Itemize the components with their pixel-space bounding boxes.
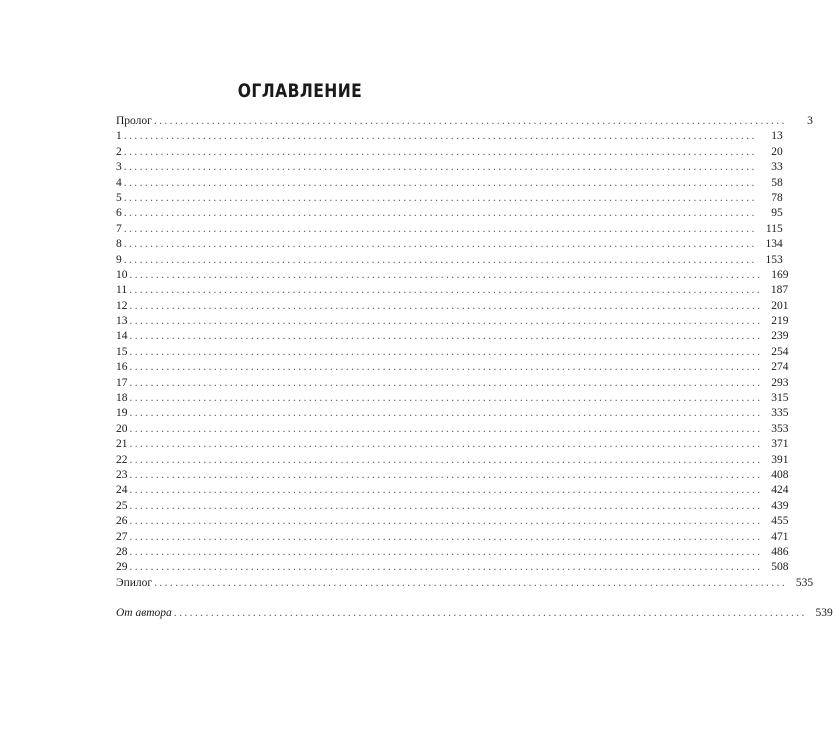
toc-entry-page: 274 [771,361,789,374]
toc-entry-page: 471 [771,530,789,543]
toc-entry-page: 535 [795,576,814,589]
toc-entry-label: 3 [116,161,122,174]
dot-leader: ........................................................................................................................ [129,468,763,481]
toc-entry[interactable] [116,376,789,391]
dot-leader: ........................................................................................................................ [129,422,763,435]
dot-leader: ........................................................................................................................ [173,607,807,620]
toc-entry-label: 24 [116,484,128,497]
toc-entry[interactable] [116,160,783,175]
toc-entry-label: 6 [116,207,122,220]
toc-entry-page: 201 [771,299,789,312]
toc-entry-page: 95 [771,207,783,220]
toc-entries [116,114,814,591]
dot-leader: ........................................................................................................................ [129,407,763,420]
dot-leader: ........................................................................................................................ [129,484,763,497]
toc-entry[interactable] [116,129,783,144]
toc-entry[interactable] [116,268,789,283]
toc-entry-label: 29 [116,561,128,574]
toc-entry[interactable] [116,514,789,529]
toc-entry-page: 58 [771,176,783,189]
dot-leader: ........................................................................................................................ [129,499,763,512]
toc-entry-label: 2 [116,145,122,158]
dot-leader: ........................................................................................................................ [129,392,763,405]
dot-leader: ........................................................................................................................ [129,330,763,343]
toc-entry-label: Пролог [116,115,152,127]
toc-entry-label: 8 [116,238,122,251]
toc-entry-page: 293 [771,376,789,389]
dot-leader: ........................................................................................................................ [154,576,788,589]
toc-entry[interactable] [116,329,789,344]
toc-entry-label: 9 [116,253,122,266]
dot-leader: ........................................................................................................................ [129,361,763,374]
toc-entry-page: 239 [771,330,789,343]
toc-entry-author-note[interactable] [116,606,833,621]
toc-entry[interactable] [116,576,814,591]
toc-entry[interactable] [116,422,789,437]
dot-leader: ........................................................................................................................ [129,545,763,558]
toc-entry-page: 391 [771,453,789,466]
toc-entry-label: 27 [116,530,128,543]
toc-entry-label: 13 [116,315,128,328]
toc-entry-page: 3 [807,115,813,127]
toc-entry[interactable] [116,299,789,314]
toc-entry-page: 169 [771,268,789,281]
dot-leader: ........................................................................................................................ [123,222,757,235]
toc-entry[interactable] [116,530,789,545]
toc-entry[interactable] [116,391,789,406]
toc-entry[interactable] [116,206,783,221]
toc-entry-label: 16 [116,361,128,374]
toc-entry[interactable] [116,468,789,483]
toc-entry-label: 5 [116,191,122,204]
toc-entry[interactable] [116,406,789,421]
toc-entry-page: 254 [771,345,789,358]
toc-entry-label: 26 [116,515,128,528]
toc-entry-page: 508 [771,561,789,574]
dot-leader: ........................................................................................................................ [123,145,757,158]
toc-entry-label: 19 [116,407,128,420]
toc-entry[interactable] [116,145,783,160]
toc-entry-page: 424 [771,484,789,497]
dot-leader: ........................................................................................................................ [129,438,763,451]
page-title: ОГЛАВЛЕНИЕ [237,80,363,102]
dot-leader: ........................................................................................................................ [129,315,763,328]
toc-entry-page: 455 [771,515,789,528]
dot-leader: ........................................................................................................................ [129,453,763,466]
toc-entry-label: 23 [116,468,128,481]
toc-entry-page: 539 [815,607,833,620]
toc-entry[interactable] [116,191,783,206]
toc-entry-label: Эпилог [116,576,153,589]
toc-entry[interactable] [116,237,783,252]
toc-entry-page: 33 [771,161,783,174]
toc-entry-page: 78 [771,191,783,204]
toc-entry[interactable] [116,453,789,468]
toc-entry-page: 219 [771,315,789,328]
toc-entry[interactable] [116,437,789,452]
toc-entry-page: 13 [771,130,783,143]
dot-leader: ........................................................................................................................ [123,176,757,189]
toc-entry[interactable] [116,314,789,329]
toc-entry[interactable] [116,545,789,560]
toc-entry-label: 17 [116,376,128,389]
dot-leader: ........................................................................................................................ [129,268,763,281]
toc-entry-label: 22 [116,453,128,466]
toc-entry-label: От автора [116,607,172,620]
dot-leader: ........................................................................................................................ [129,515,763,528]
dot-leader: ........................................................................................................................ [129,561,763,574]
dot-leader: ........................................................................................................................ [129,376,763,389]
toc-entry-page: 134 [765,238,783,251]
dot-leader: ........................................................................................................................ [123,161,757,174]
toc-entry[interactable] [116,176,783,191]
toc-entry-label: 25 [116,499,128,512]
dot-leader: ........................................................................................................................ [123,253,757,266]
toc-entry[interactable] [116,283,789,298]
toc-entry-label: 14 [116,330,128,343]
toc-entry-page: 439 [771,499,789,512]
dot-leader: ........................................................................................................................ [153,115,787,127]
dot-leader: ........................................................................................................................ [123,191,757,204]
toc-entry-page: 486 [771,545,789,558]
toc-entry-label: 20 [116,422,128,435]
table-of-contents [116,114,833,622]
dot-leader: ........................................................................................................................ [123,238,757,251]
toc-entry-label: 28 [116,545,128,558]
dot-leader: ........................................................................................................................ [123,130,757,143]
toc-entry-label: 15 [116,345,128,358]
toc-entry-label: 18 [116,392,128,405]
toc-entry-page: 408 [771,468,789,481]
dot-leader: ........................................................................................................................ [123,207,757,220]
toc-entry-label: 4 [116,176,122,189]
toc-entry-label: 21 [116,438,128,451]
toc-entry-page: 187 [770,284,789,297]
toc-entry[interactable] [116,499,789,514]
toc-entry-label: 7 [116,222,122,235]
toc-entry-label: 12 [116,299,128,312]
toc-entry[interactable] [116,114,813,129]
toc-entry-page: 371 [771,438,789,451]
dot-leader: ........................................................................................................................ [129,530,763,543]
toc-entry[interactable] [116,560,789,575]
dot-leader: ........................................................................................................................ [129,284,763,297]
toc-entry-page: 315 [771,392,789,405]
toc-entry-label: 10 [116,268,128,281]
toc-entry-page: 20 [771,145,783,158]
toc-entry[interactable] [116,483,789,498]
toc-entry[interactable] [116,345,789,360]
dot-leader: ........................................................................................................................ [129,345,763,358]
toc-entry-label: 1 [116,130,122,143]
toc-entry-label: 11 [116,284,128,297]
dot-leader: ........................................................................................................................ [129,299,763,312]
toc-entry-page: 153 [765,253,783,266]
toc-entry-page: 353 [771,422,789,435]
section-gap [116,591,460,606]
toc-entry[interactable] [116,360,789,375]
toc-entry-page: 335 [771,407,789,420]
toc-entry-page: 115 [765,222,783,235]
toc-entry[interactable] [116,253,783,268]
toc-entry[interactable] [116,222,783,237]
